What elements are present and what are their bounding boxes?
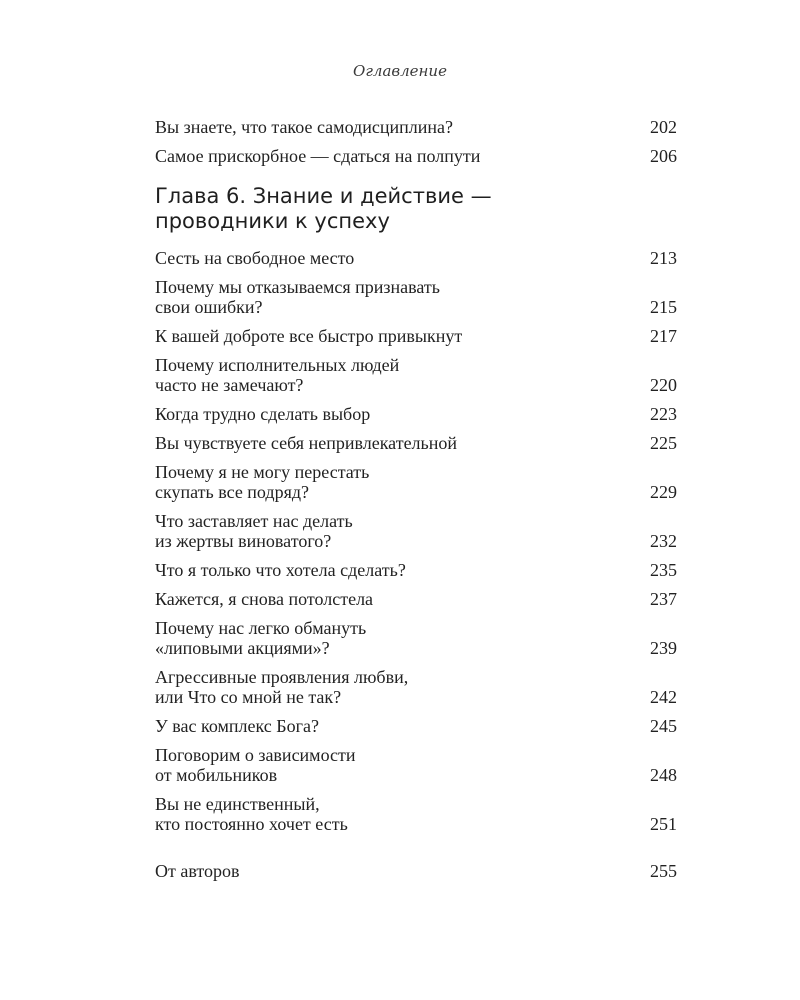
table-of-contents xyxy=(155,117,677,890)
toc-entry xyxy=(155,511,677,551)
toc-entry-title: Вы не единственный, кто постоянно хочет есть xyxy=(155,794,348,834)
toc-entry-page: 237 xyxy=(650,589,677,609)
toc-entry-page: 215 xyxy=(650,297,677,317)
toc-entry xyxy=(155,589,677,609)
toc-entry-page: 229 xyxy=(650,482,677,502)
toc-entry-title: Самое прискорбное — сдаться на полпути xyxy=(155,146,481,166)
toc-entry-title: Когда трудно сделать выбор xyxy=(155,404,371,424)
toc-entry-title: Почему я не могу перестать скупать все подряд? xyxy=(155,462,370,502)
toc-entry-title: Вы знаете, что такое самодисциплина? xyxy=(155,117,453,137)
chapter-heading: Глава 6. Знание и действие — проводники к успеху xyxy=(155,184,492,233)
toc-entry xyxy=(155,560,677,580)
toc-entry-title: Вы чувствуете себя непривлекательной xyxy=(155,433,458,453)
toc-entry-page: 235 xyxy=(650,560,677,580)
toc-entry xyxy=(155,326,677,346)
toc-entry-title: От авторов xyxy=(155,861,240,881)
toc-entry xyxy=(155,248,677,268)
toc-entry-page: 206 xyxy=(650,146,677,166)
toc-entry-title: Почему мы отказываемся признавать свои ошибки? xyxy=(155,277,441,317)
running-header: Оглавление xyxy=(353,62,447,80)
toc-entry xyxy=(155,277,677,317)
toc-entry-page: 232 xyxy=(650,531,677,551)
toc-entry-title: Поговорим о зависимости от мобильников xyxy=(155,745,356,785)
toc-entry-page: 217 xyxy=(650,326,677,346)
toc-entry-title: Почему нас легко обмануть «липовыми акциями»? xyxy=(155,618,367,658)
toc-entry-title: Почему исполнительных людей часто не замечают? xyxy=(155,355,400,395)
toc-entry xyxy=(155,745,677,785)
toc-entry-page: 245 xyxy=(650,716,677,736)
toc-entry-page: 223 xyxy=(650,404,677,424)
toc-entry xyxy=(155,355,677,395)
toc-entry-page: 202 xyxy=(650,117,677,137)
toc-entry-title: К вашей доброте все быстро привыкнут xyxy=(155,326,463,346)
toc-entry xyxy=(155,433,677,453)
toc-entry xyxy=(155,794,677,834)
toc-entry xyxy=(155,117,677,137)
toc-entry xyxy=(155,462,677,502)
toc-entry-page: 213 xyxy=(650,248,677,268)
toc-entry-page: 225 xyxy=(650,433,677,453)
toc-entry xyxy=(155,667,677,707)
toc-entry-title: Сесть на свободное место xyxy=(155,248,355,268)
toc-entry-title: Что я только что хотела сделать? xyxy=(155,560,406,580)
toc-entry xyxy=(155,618,677,658)
toc-entry-page: 251 xyxy=(650,814,677,834)
toc-entry-page: 239 xyxy=(650,638,677,658)
toc-entry-title: У вас комплекс Бога? xyxy=(155,716,319,736)
toc-entry-page: 248 xyxy=(650,765,677,785)
toc-entry-title: Агрессивные проявления любви, или Что со мной не так? xyxy=(155,667,409,707)
toc-entry-page: 255 xyxy=(650,861,677,881)
toc-entry-page: 242 xyxy=(650,687,677,707)
toc-entry xyxy=(155,404,677,424)
toc-entry-title: Что заставляет нас делать из жертвы виноватого? xyxy=(155,511,353,551)
toc-entry-afterword xyxy=(155,861,677,881)
toc-entry-page: 220 xyxy=(650,375,677,395)
toc-entry-title: Кажется, я снова потолстела xyxy=(155,589,374,609)
toc-entry xyxy=(155,716,677,736)
toc-entry xyxy=(155,146,677,166)
